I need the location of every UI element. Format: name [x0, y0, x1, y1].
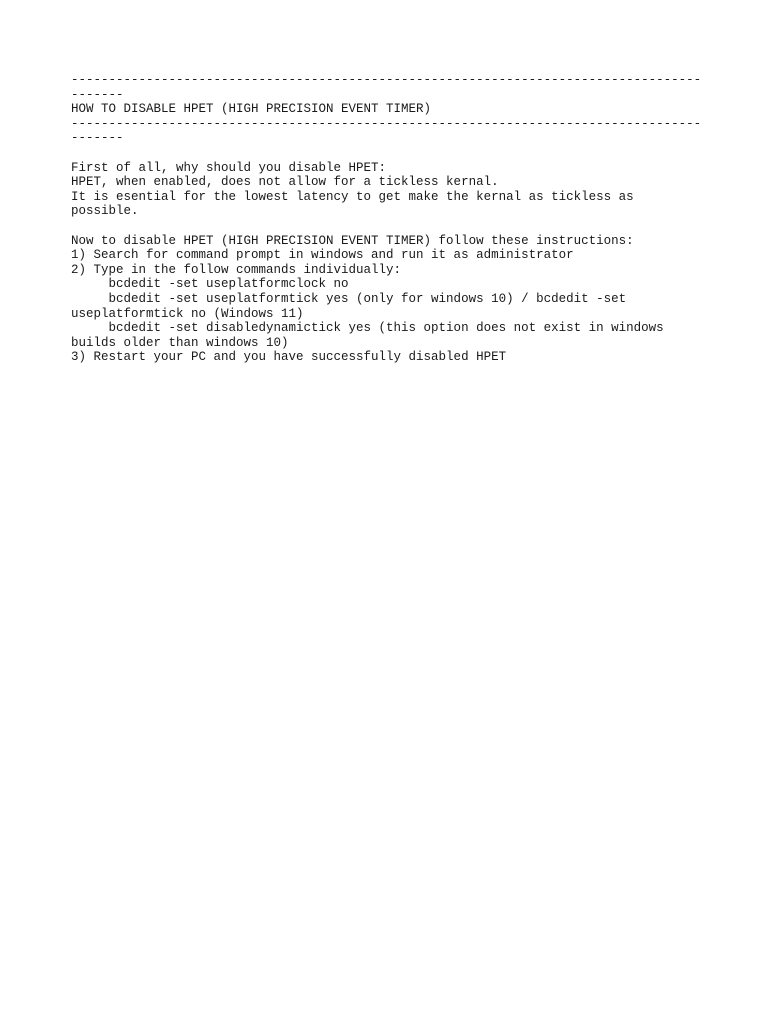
- instructions-heading: Now to disable HPET (HIGH PRECISION EVENT TIMER) follow these instructions:: [71, 233, 634, 248]
- divider-bottom-line-wrap: -------: [71, 131, 124, 146]
- divider-top-line: ------------------------------------------------------------------------------------: [71, 73, 702, 87]
- command-line: bcdedit -set disabledynamictick yes (this option does not exist in windows: [71, 321, 664, 336]
- command-line: bcdedit -set useplatformtick yes (only for windows 10) / bcdedit -set: [71, 291, 627, 306]
- divider-top-line-wrap: -------: [71, 87, 124, 102]
- why-heading: First of all, why should you disable HPET:: [71, 160, 387, 175]
- blank-line: [71, 219, 701, 234]
- command-line-wrap: useplatformtick no (Windows 11): [71, 306, 304, 321]
- command-line-wrap: builds older than windows 10): [71, 335, 289, 350]
- why-text-line-wrap: possible.: [71, 204, 139, 219]
- command-line: bcdedit -set useplatformclock no: [71, 277, 349, 292]
- step-3: 3) Restart your PC and you have successfully disabled HPET: [71, 350, 507, 365]
- why-text-line: HPET, when enabled, does not allow for a tickless kernal.: [71, 175, 499, 190]
- blank-line: [71, 146, 701, 161]
- document-title: HOW TO DISABLE HPET (HIGH PRECISION EVENT TIMER): [71, 102, 432, 117]
- why-text-line: It is esential for the lowest latency to get make the kernal as tickless as: [71, 189, 634, 204]
- step-2: 2) Type in the follow commands individually:: [71, 262, 402, 277]
- divider-bottom-line: ------------------------------------------------------------------------------------: [71, 116, 702, 131]
- step-1: 1) Search for command prompt in windows and run it as administrator: [71, 248, 574, 263]
- document-page: [71, 73, 701, 365]
